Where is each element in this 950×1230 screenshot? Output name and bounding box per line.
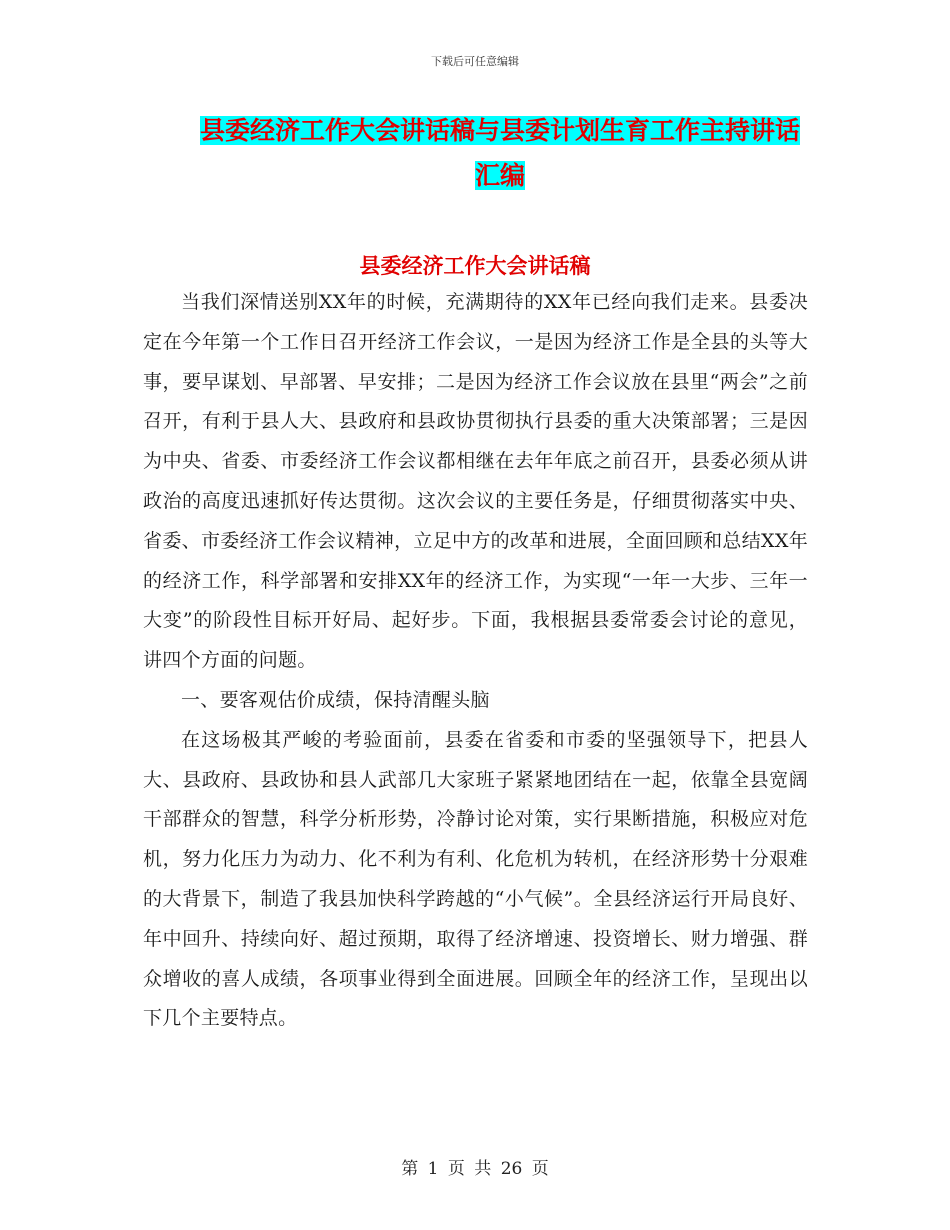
paragraph-heading-1: 一、要客观估价成绩，保持清醒头脑 [181,688,490,711]
paragraph-achievements: 在这场极其严峻的考验面前，县委在省委和市委的坚强领导下，把县人大、县政府、县政协和县人武部几大家班子紧紧地团结在一起，依靠全县宽阔干部群众的智慧，科学分析形势，冷静讨论对策，实行果断措施，积极应对危机，努力化压力为动力、化不利为有利、化危机为转机，在经济形势十分艰难的大背景下，制造了我县加快科学跨越的“小气候”。全县经济运行开局良好、年中回升、持续向好、超过预期，取得了经济增速、投资增长、财力增强、群众增收的喜人成绩，各项事业得到全面进展。回顾全年的经济工作，呈现出以下几个主要特点。 [143,728,808,1030]
header-note: 下载后可任意编辑 [431,55,519,68]
section-title: 县委经济工作大会讲话稿 [359,254,591,278]
document-title [190,108,810,198]
document-title-text: 县委经济工作大会讲话稿与县委计划生育工作主持讲话汇编 [199,116,800,190]
body-text [143,283,808,1039]
paragraph-intro: 当我们深情送别XX年的时候，充满期待的XX年已经向我们走来。县委决定在今年第一个工作日召开经济工作会议，一是因为经济工作是全县的头等大事，要早谋划、早部署、早安排；二是因为经济工作会议放在县里“两会”之前召开，有利于县人大、县政府和县政协贯彻执行县委的重大决策部署；三是因为中央、省委、市委经济工作会议都相继在去年年底之前召开，县委必须从讲政治的高度迅速抓好传达贯彻。这次会议的主要任务是，仔细贯彻落实中央、省委、市委经济工作会议精神，立足中方的改革和进展，全面回顾和总结XX年的经济工作，科学部署和安排XX年的经济工作，为实现“一年一大步、三年一大变”的阶段性目标开好局、起好步。下面，我根据县委常委会讨论的意见，讲四个方面的问题。 [143,291,808,672]
page-number-footer: 第 1 页 共 26 页 [401,1159,549,1179]
